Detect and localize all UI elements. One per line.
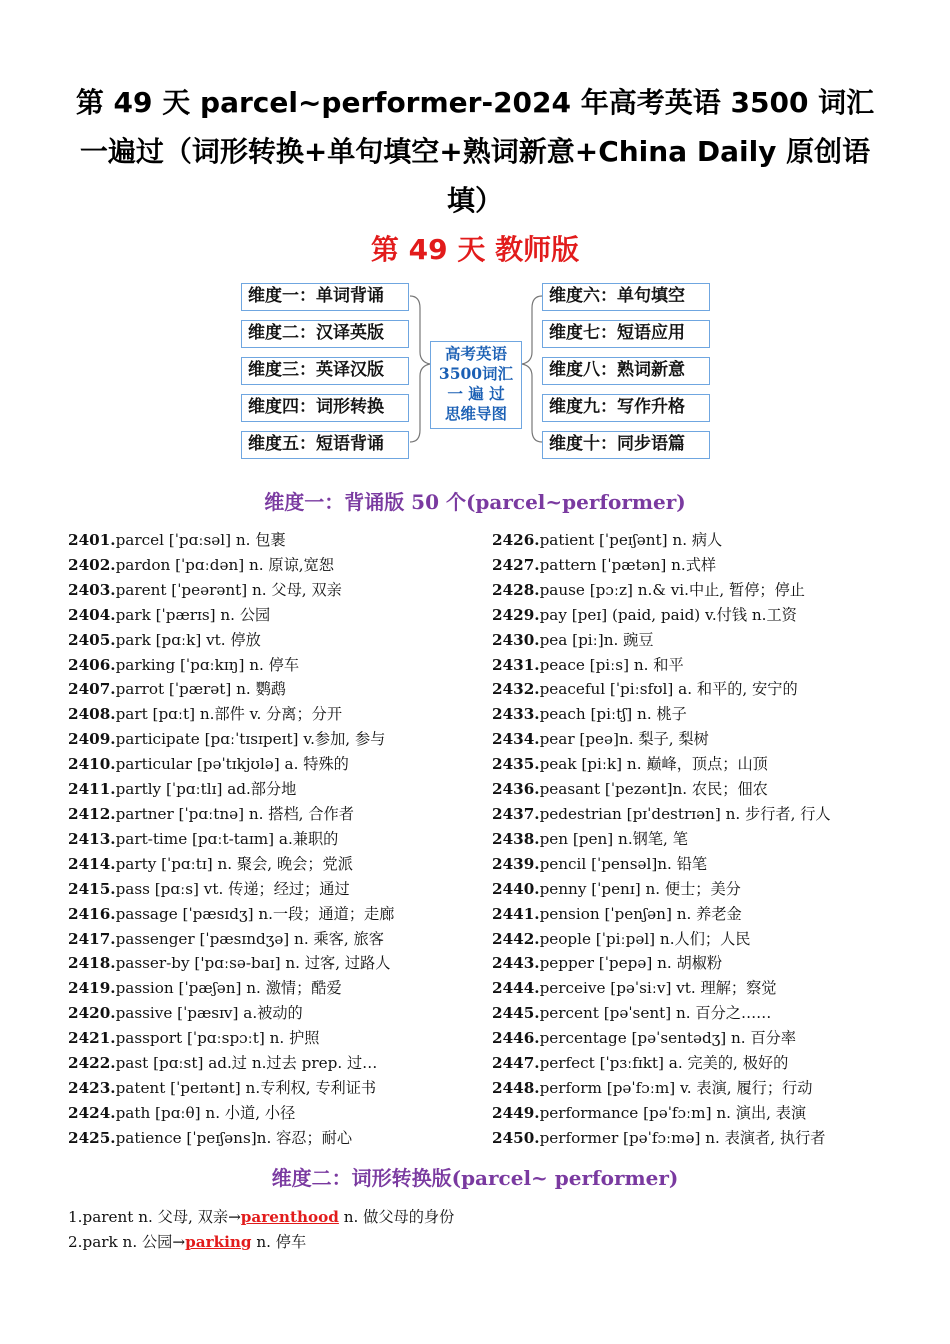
word-text: perfect [ˈpɜːfɪkt] a. 完美的, 极好的 bbox=[539, 1054, 789, 1073]
word-number: 2439. bbox=[492, 854, 540, 873]
word-entry bbox=[492, 628, 831, 653]
word-number: 2450. bbox=[492, 1128, 540, 1147]
word-number: 2418. bbox=[68, 954, 116, 973]
word-number: 2427. bbox=[492, 555, 540, 574]
section2-heading: 维度二：词形转换版(parcel~ performer) bbox=[271, 1166, 679, 1190]
word-entry bbox=[68, 1126, 394, 1151]
word-text: pardon [ˈpɑːdən] n. 原谅,宽恕 bbox=[115, 555, 334, 574]
word-entry bbox=[492, 951, 831, 976]
word-number: 2414. bbox=[68, 854, 116, 873]
word-entry bbox=[68, 976, 394, 1001]
transform-prefix: 1.parent n. 父母, 双亲→ bbox=[68, 1208, 241, 1226]
word-number: 2416. bbox=[68, 904, 116, 923]
word-text: part-time [pɑːt-taɪm] a.兼职的 bbox=[115, 829, 339, 848]
word-text: pass [pɑːs] vt. 传递；经过；通过 bbox=[115, 879, 350, 898]
transform-suffix: n. 停车 bbox=[251, 1233, 307, 1251]
word-entry bbox=[492, 852, 831, 877]
word-text: pension [ˈpenʃən] n. 养老金 bbox=[539, 904, 742, 923]
word-text: pepper [ˈpepə] n. 胡椒粉 bbox=[539, 954, 723, 973]
word-text: pedestrian [pɪˈdestrɪən] n. 步行者, 行人 bbox=[539, 804, 831, 823]
word-text: pencil [ˈpensəl]n. 铅笔 bbox=[539, 854, 708, 873]
word-entry bbox=[68, 1101, 394, 1126]
word-entry bbox=[492, 1076, 831, 1101]
word-number: 2411. bbox=[68, 780, 116, 799]
word-text: party [ˈpɑːtɪ] n. 聚会, 晚会；党派 bbox=[115, 854, 353, 873]
word-number: 2402. bbox=[68, 555, 116, 574]
word-entry bbox=[492, 653, 831, 678]
word-entry bbox=[68, 902, 394, 927]
document-title bbox=[60, 78, 890, 225]
word-number: 2445. bbox=[492, 1004, 540, 1023]
word-entry bbox=[492, 578, 831, 603]
word-entry bbox=[492, 727, 831, 752]
word-number: 2446. bbox=[492, 1029, 540, 1048]
word-number: 2415. bbox=[68, 879, 116, 898]
left-brace bbox=[408, 290, 432, 450]
word-entry bbox=[492, 927, 831, 952]
transform-suffix: n. 做父母的身份 bbox=[338, 1208, 455, 1226]
word-entry bbox=[68, 528, 394, 553]
mindmap-center-box bbox=[430, 341, 522, 429]
word-text: partly [ˈpɑːtlɪ] ad.部分地 bbox=[115, 780, 297, 799]
title-line-2: 一遍过（词形转换+单句填空+熟词新意+China Daily 原创语 bbox=[79, 135, 871, 168]
word-text: park [ˈpærɪs] n. 公园 bbox=[115, 605, 271, 624]
word-number: 2432. bbox=[492, 680, 540, 699]
mindmap-left-box-3: 维度三：英译汉版 bbox=[241, 357, 409, 385]
teacher-edition-subtitle: 第 49 天 教师版 bbox=[370, 233, 580, 266]
section1-heading: 维度一：背诵版 50 个(parcel~performer) bbox=[264, 490, 686, 514]
word-entry bbox=[492, 1126, 831, 1151]
word-number: 2438. bbox=[492, 829, 540, 848]
word-text: pause [pɔːz] n.& vi.中止, 暂停；停止 bbox=[539, 580, 805, 599]
word-text: percent [pəˈsent] n. 百分之…… bbox=[539, 1004, 772, 1023]
word-entry bbox=[68, 653, 394, 678]
word-text: parrot [ˈpærət] n. 鹦鹉 bbox=[115, 680, 286, 699]
word-text: pen [pen] n.钢笔, 笔 bbox=[539, 829, 688, 848]
word-number: 2433. bbox=[492, 705, 540, 724]
word-number: 2408. bbox=[68, 705, 116, 724]
word-number: 2425. bbox=[68, 1128, 116, 1147]
word-number: 2437. bbox=[492, 804, 540, 823]
word-entry bbox=[68, 752, 394, 777]
word-number: 2435. bbox=[492, 755, 540, 774]
word-text: percentage [pəˈsentədʒ] n. 百分率 bbox=[539, 1029, 797, 1048]
word-number: 2413. bbox=[68, 829, 116, 848]
word-entry bbox=[68, 777, 394, 802]
word-text: parking [ˈpɑːkɪŋ] n. 停车 bbox=[115, 655, 300, 674]
word-number: 2405. bbox=[68, 630, 116, 649]
word-text: pattern [ˈpætən] n.式样 bbox=[539, 555, 717, 574]
word-number: 2419. bbox=[68, 979, 116, 998]
word-entry bbox=[68, 1001, 394, 1026]
center-line-4: 思维导图 bbox=[444, 404, 507, 423]
word-text: passage [ˈpæsɪdʒ] n.一段；通道；走廊 bbox=[115, 904, 395, 923]
word-text: participate [pɑːˈtɪsɪpeɪt] v.参加, 参与 bbox=[115, 730, 386, 749]
word-text: parcel [ˈpɑːsəl] n. 包裹 bbox=[115, 531, 286, 549]
word-entry bbox=[492, 553, 831, 578]
word-number: 2403. bbox=[68, 580, 116, 599]
word-entry bbox=[492, 603, 831, 628]
transform-prefix: 2.park n. 公园→ bbox=[68, 1233, 186, 1251]
center-line-1: 高考英语 bbox=[444, 344, 507, 363]
word-entry bbox=[68, 827, 394, 852]
word-number: 2449. bbox=[492, 1103, 540, 1122]
word-entry bbox=[68, 877, 394, 902]
word-text: past [pɑːst] ad.过 n.过去 prep. 过… bbox=[115, 1054, 378, 1073]
word-text: perform [pəˈfɔːm] v. 表演, 履行；行动 bbox=[539, 1078, 813, 1097]
word-entry bbox=[68, 852, 394, 877]
right-brace bbox=[520, 290, 544, 450]
word-text: path [pɑːθ] n. 小道, 小径 bbox=[115, 1103, 296, 1122]
word-entry bbox=[492, 777, 831, 802]
mindmap-left-box-4: 维度四：词形转换 bbox=[241, 394, 409, 422]
word-entry bbox=[492, 976, 831, 1001]
word-text: pear [peə]n. 梨子, 梨树 bbox=[539, 730, 709, 749]
word-text: perceive [pəˈsiːv] vt. 理解；察觉 bbox=[539, 979, 777, 998]
word-entry bbox=[492, 802, 831, 827]
word-list-left bbox=[68, 528, 394, 1151]
word-text: patient [ˈpeɪʃənt] n. 病人 bbox=[539, 531, 723, 549]
word-number: 2404. bbox=[68, 605, 116, 624]
word-entry bbox=[68, 702, 394, 727]
word-text: park [pɑːk] vt. 停放 bbox=[115, 630, 261, 649]
word-list-right bbox=[492, 528, 831, 1151]
word-number: 2444. bbox=[492, 979, 540, 998]
word-text: peach [piːtʃ] n. 桃子 bbox=[539, 705, 687, 724]
word-number: 2410. bbox=[68, 755, 116, 774]
transform-answer: parenthood bbox=[240, 1208, 339, 1226]
word-text: passive [ˈpæsɪv] a.被动的 bbox=[115, 1004, 303, 1023]
word-entry bbox=[68, 802, 394, 827]
transform-answer: parking bbox=[185, 1233, 252, 1251]
word-number: 2409. bbox=[68, 730, 116, 749]
mindmap-right-box-3: 维度八：熟词新意 bbox=[542, 357, 710, 385]
word-text: performer [pəˈfɔːmə] n. 表演者, 执行者 bbox=[539, 1128, 826, 1147]
mindmap-right-box-4: 维度九：写作升格 bbox=[542, 394, 710, 422]
word-entry bbox=[68, 727, 394, 752]
word-entry bbox=[68, 628, 394, 653]
word-entry bbox=[68, 1026, 394, 1051]
transform-item-1 bbox=[68, 1206, 454, 1227]
word-text: patent [ˈpeɪtənt] n.专利权, 专利证书 bbox=[115, 1078, 377, 1097]
word-number: 2401. bbox=[68, 531, 116, 549]
word-text: particular [pəˈtɪkjʊlə] a. 特殊的 bbox=[115, 755, 349, 774]
word-entry bbox=[68, 1076, 394, 1101]
center-line-3: 一 遍 过 bbox=[447, 384, 505, 403]
transform-item-2 bbox=[68, 1231, 306, 1252]
mindmap-left-box-2: 维度二：汉译英版 bbox=[241, 320, 409, 348]
word-number: 2422. bbox=[68, 1054, 116, 1073]
word-text: passion [ˈpæʃən] n. 激情；酷爱 bbox=[115, 979, 342, 998]
word-entry bbox=[492, 677, 831, 702]
word-text: peasant [ˈpezənt]n. 农民；佃农 bbox=[539, 780, 768, 799]
word-entry bbox=[68, 553, 394, 578]
word-number: 2429. bbox=[492, 605, 540, 624]
word-text: passer-by ['pɑːsə-baɪ] n. 过客, 过路人 bbox=[115, 954, 391, 973]
word-entry bbox=[492, 1051, 831, 1076]
word-text: peaceful [ˈpiːsfʊl] a. 和平的, 安宁的 bbox=[539, 680, 798, 699]
word-number: 2412. bbox=[68, 804, 116, 823]
word-number: 2448. bbox=[492, 1078, 540, 1097]
word-entry bbox=[492, 702, 831, 727]
word-number: 2406. bbox=[68, 655, 116, 674]
word-entry bbox=[68, 1051, 394, 1076]
word-text: patience [ˈpeɪʃəns]n. 容忍；耐心 bbox=[115, 1128, 353, 1147]
word-entry bbox=[492, 877, 831, 902]
word-text: penny [ˈpenɪ] n. 便士；美分 bbox=[539, 879, 741, 898]
word-number: 2417. bbox=[68, 929, 116, 948]
word-number: 2431. bbox=[492, 655, 540, 674]
word-number: 2443. bbox=[492, 954, 540, 973]
word-entry bbox=[492, 1001, 831, 1026]
word-text: peace [piːs] n. 和平 bbox=[539, 655, 684, 674]
mindmap-right-box-2: 维度七：短语应用 bbox=[542, 320, 710, 348]
word-text: people [ˈpiːpəl] n.人们；人民 bbox=[539, 929, 751, 948]
mindmap-right-box-5: 维度十：同步语篇 bbox=[542, 431, 710, 459]
title-line-1: 第 49 天 parcel~performer-2024 年高考英语 3500 词汇 bbox=[75, 86, 875, 119]
word-entry bbox=[68, 603, 394, 628]
word-number: 2420. bbox=[68, 1004, 116, 1023]
word-text: parent [ˈpeərənt] n. 父母, 双亲 bbox=[115, 580, 342, 599]
word-entry bbox=[492, 1026, 831, 1051]
word-entry bbox=[68, 951, 394, 976]
word-entry bbox=[492, 1101, 831, 1126]
word-number: 2428. bbox=[492, 580, 540, 599]
word-entry bbox=[492, 827, 831, 852]
word-text: partner [ˈpɑːtnə] n. 搭档, 合作者 bbox=[115, 804, 354, 823]
word-entry bbox=[492, 528, 831, 553]
center-line-2: 3500词汇 bbox=[438, 364, 514, 383]
word-entry bbox=[68, 927, 394, 952]
word-number: 2440. bbox=[492, 879, 540, 898]
word-entry bbox=[492, 902, 831, 927]
mindmap-right-box-1: 维度六：单句填空 bbox=[542, 283, 710, 311]
word-entry bbox=[68, 578, 394, 603]
mindmap-left-box-5: 维度五：短语背诵 bbox=[241, 431, 409, 459]
mindmap-left-box-1: 维度一：单词背诵 bbox=[241, 283, 409, 311]
word-text: passenger [ˈpæsɪndʒə] n. 乘客, 旅客 bbox=[115, 929, 384, 948]
word-number: 2426. bbox=[492, 531, 540, 549]
word-number: 2430. bbox=[492, 630, 540, 649]
word-entry bbox=[492, 752, 831, 777]
word-number: 2407. bbox=[68, 680, 116, 699]
word-text: peak [piːk] n. 巅峰，顶点；山顶 bbox=[539, 755, 768, 774]
word-text: passport [ˈpɑːspɔːt] n. 护照 bbox=[115, 1029, 320, 1048]
word-text: performance [pəˈfɔːm] n. 演出, 表演 bbox=[539, 1103, 807, 1122]
word-entry bbox=[68, 677, 394, 702]
title-line-3: 填） bbox=[446, 184, 503, 217]
word-number: 2434. bbox=[492, 730, 540, 749]
word-number: 2442. bbox=[492, 929, 540, 948]
word-text: pay [peɪ] (paid, paid) v.付钱 n.工资 bbox=[539, 605, 797, 624]
word-number: 2424. bbox=[68, 1103, 116, 1122]
word-text: part [pɑːt] n.部件 v. 分离；分开 bbox=[115, 705, 343, 724]
word-number: 2447. bbox=[492, 1054, 540, 1073]
word-number: 2421. bbox=[68, 1029, 116, 1048]
word-text: pea [piː]n. 豌豆 bbox=[539, 630, 654, 649]
word-number: 2423. bbox=[68, 1078, 116, 1097]
word-number: 2436. bbox=[492, 780, 540, 799]
word-number: 2441. bbox=[492, 904, 540, 923]
